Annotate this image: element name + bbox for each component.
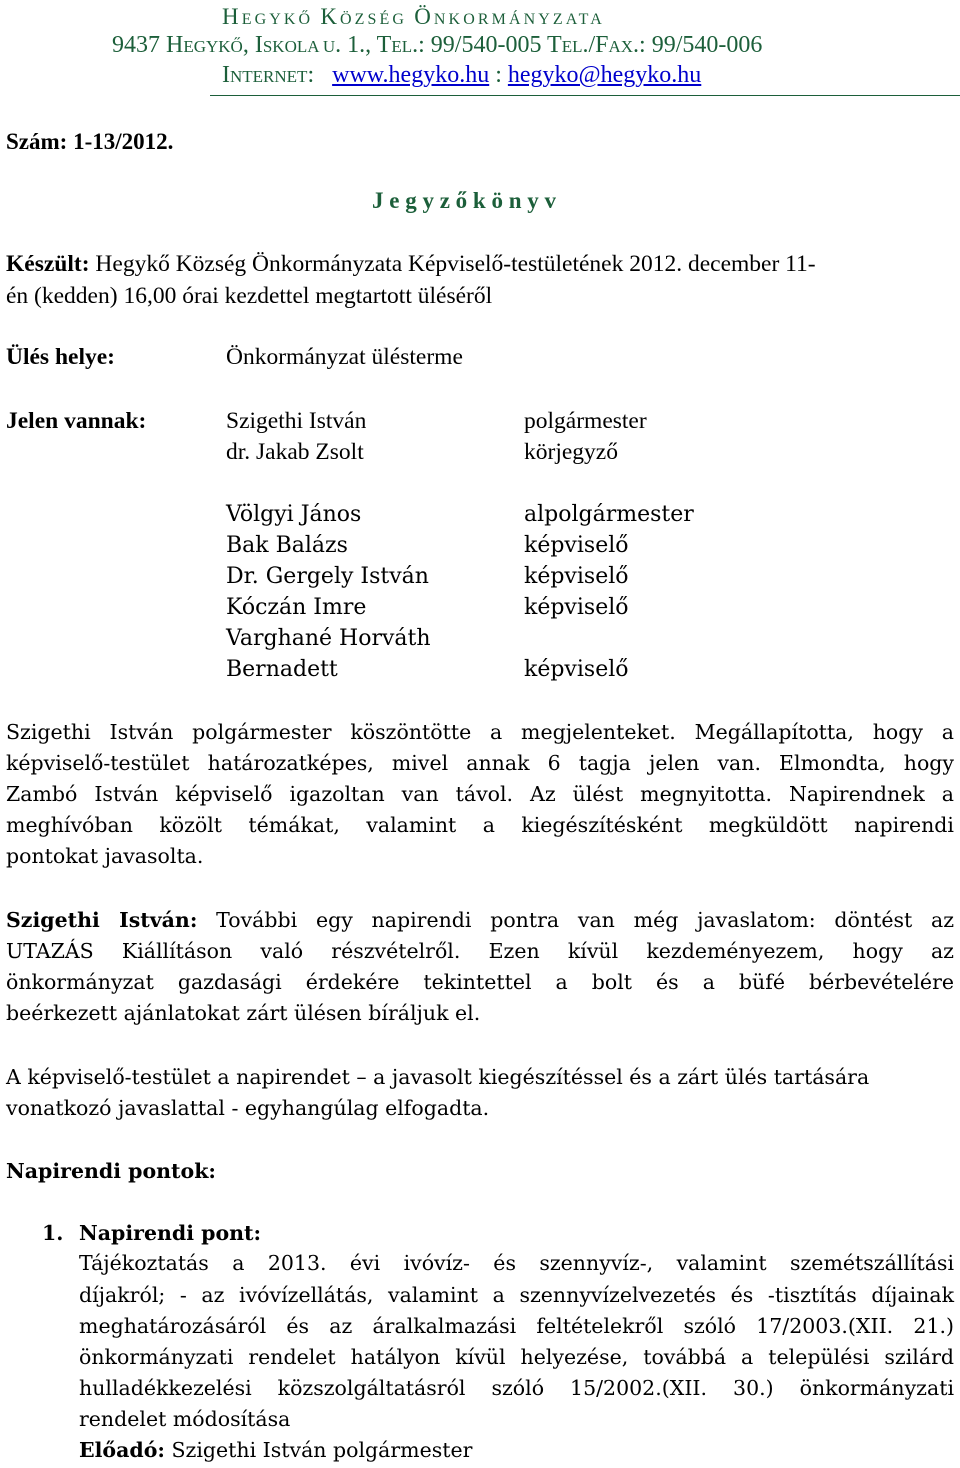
attendee-name: Bak Balázs bbox=[226, 533, 348, 558]
location-value: Önkormányzat ülésterme bbox=[226, 344, 463, 370]
title-initial: K bbox=[320, 4, 341, 29]
paragraph-line: meghívóban közölt témákat, valamint a kiegészítésként megküldött napirendi bbox=[6, 813, 954, 837]
title-rest: EGYKŐ bbox=[241, 11, 321, 28]
attendee-role: polgármester bbox=[524, 408, 647, 434]
attendee-name: Bernadett bbox=[226, 657, 338, 682]
paragraph-line: UTAZÁS Kiállításon való részvételről. Ezen kívül kezdeményezem, hogy az bbox=[6, 939, 954, 963]
website-link[interactable]: www.hegyko.hu bbox=[332, 62, 490, 88]
prepared-line-2: én (kedden) 16,00 órai kezdettel megtartott üléséről bbox=[6, 283, 493, 309]
presenter-label: Előadó: bbox=[79, 1438, 165, 1462]
email-link[interactable]: hegyko@hegyko.hu bbox=[507, 62, 702, 88]
attendee-role: képviselő bbox=[524, 564, 629, 589]
address-part: SKOLA U bbox=[262, 37, 336, 56]
attendee-name: Varghané Horváth bbox=[226, 626, 431, 651]
agenda-item-number: 1. bbox=[42, 1221, 64, 1245]
attendee-name: Szigethi István bbox=[226, 408, 367, 434]
address-part: EGYKŐ bbox=[183, 37, 243, 56]
attendee-role: képviselő bbox=[524, 595, 629, 620]
attendees-label: Jelen vannak: bbox=[6, 408, 147, 434]
agenda-item-line: meghatározásáról és az áralkalmazási feltételekről szóló 17/2003.(XII. 21.) bbox=[79, 1314, 954, 1338]
presenter-value: Szigethi István polgármester bbox=[164, 1438, 473, 1462]
address-part: .: 99/540-006 bbox=[633, 32, 763, 58]
agenda-item-heading: Napirendi pont: bbox=[79, 1221, 262, 1245]
address-part: 9437 H bbox=[112, 32, 184, 58]
agenda-item-line: díjakról; - az ivóvízellátás, valamint a szennyvízelvezetés és -tisztítás díjainak bbox=[79, 1283, 954, 1307]
attendee-name: Völgyi János bbox=[226, 502, 362, 527]
attendee-role: alpolgármester bbox=[524, 502, 694, 527]
internet-label: NTERNET bbox=[230, 67, 308, 86]
agenda-heading: Napirendi pontok: bbox=[6, 1159, 216, 1183]
attendee-role: képviselő bbox=[524, 657, 629, 682]
agenda-item-line: rendelet módosítása bbox=[79, 1407, 291, 1431]
paragraph-line: A képviselő-testület a napirendet – a javasolt kiegészítéssel és a zárt ülés tartására bbox=[6, 1065, 870, 1089]
agenda-item-line: hulladékkezelési közszolgáltatásról szóló 15/2002.(XII. 30.) önkormányzati bbox=[79, 1376, 954, 1400]
title-rest: NKORMÁNYZATA bbox=[433, 11, 605, 28]
address-part: . 1., T bbox=[335, 32, 392, 58]
paragraph-line: Szigethi István polgármester köszöntötte a megjelenteket. Megállapította, hogy a bbox=[6, 720, 954, 744]
address-part: AX bbox=[608, 37, 634, 56]
paragraph-line: önkormányzat gazdasági érdekére tekintettel a bolt és a büfé bérbevételére bbox=[6, 970, 954, 994]
paragraph-line: Zambó István képviselő igazoltan van távol. Az ülést megnyitotta. Napirendnek a bbox=[6, 782, 954, 806]
paragraph-line: beérkezett ajánlatokat zárt ülésen bíráljuk el. bbox=[6, 1001, 481, 1025]
prepared-label: Készült: bbox=[6, 251, 90, 277]
speaker-text: További egy napirendi pontra van még javaslatom: döntést az bbox=[197, 908, 954, 932]
attendee-name: dr. Jakab Zsolt bbox=[226, 439, 364, 465]
address-part: EL bbox=[391, 37, 413, 56]
document-title: J e g y z ő k ö n y v bbox=[372, 188, 556, 213]
address-part: .: 99/540-005 T bbox=[412, 32, 562, 58]
speaker-name: Szigethi István: bbox=[6, 908, 198, 932]
agenda-item-line: önkormányzati rendelet hatályon kívül helyezése, továbbá a települési szilárd bbox=[79, 1345, 954, 1369]
attendee-role: képviselő bbox=[524, 533, 629, 558]
title-rest: ÖZSÉG bbox=[340, 11, 415, 28]
prepared-line-1 bbox=[6, 251, 958, 278]
document-number: Szám: 1-13/2012. bbox=[6, 129, 174, 154]
attendee-name: Kóczán Imre bbox=[226, 595, 367, 620]
title-initial: Ö bbox=[414, 4, 434, 29]
attendee-role: körjegyző bbox=[524, 439, 618, 465]
presenter-line bbox=[79, 1438, 472, 1462]
letterhead-internet bbox=[222, 62, 701, 89]
letterhead-address bbox=[112, 32, 762, 59]
link-separator: : bbox=[489, 62, 508, 88]
speaker-line bbox=[6, 908, 954, 932]
internet-label: I bbox=[222, 62, 230, 88]
internet-label: : bbox=[307, 62, 315, 88]
prepared-text: Hegykő Község Önkormányzata Képviselő-testületének 2012. december 11- bbox=[89, 251, 816, 277]
letterhead-divider bbox=[210, 95, 960, 96]
address-part: , I bbox=[242, 32, 263, 58]
agenda-item-line: Tájékoztatás a 2013. évi ivóvíz- és szennyvíz-, valamint szemétszállítási bbox=[79, 1251, 954, 1275]
paragraph-line: képviselő-testület határozatképes, mivel annak 6 tagja jelen van. Elmondta, hogy bbox=[6, 751, 954, 775]
address-part: EL bbox=[561, 37, 583, 56]
letterhead-title bbox=[222, 4, 605, 30]
paragraph-line: pontokat javasolta. bbox=[6, 844, 204, 868]
attendee-name: Dr. Gergely István bbox=[226, 564, 429, 589]
title-initial: H bbox=[222, 4, 242, 29]
location-label: Ülés helye: bbox=[6, 344, 115, 370]
paragraph-line: vonatkozó javaslattal - egyhangúlag elfogadta. bbox=[6, 1096, 490, 1120]
address-part: ./F bbox=[582, 32, 609, 58]
